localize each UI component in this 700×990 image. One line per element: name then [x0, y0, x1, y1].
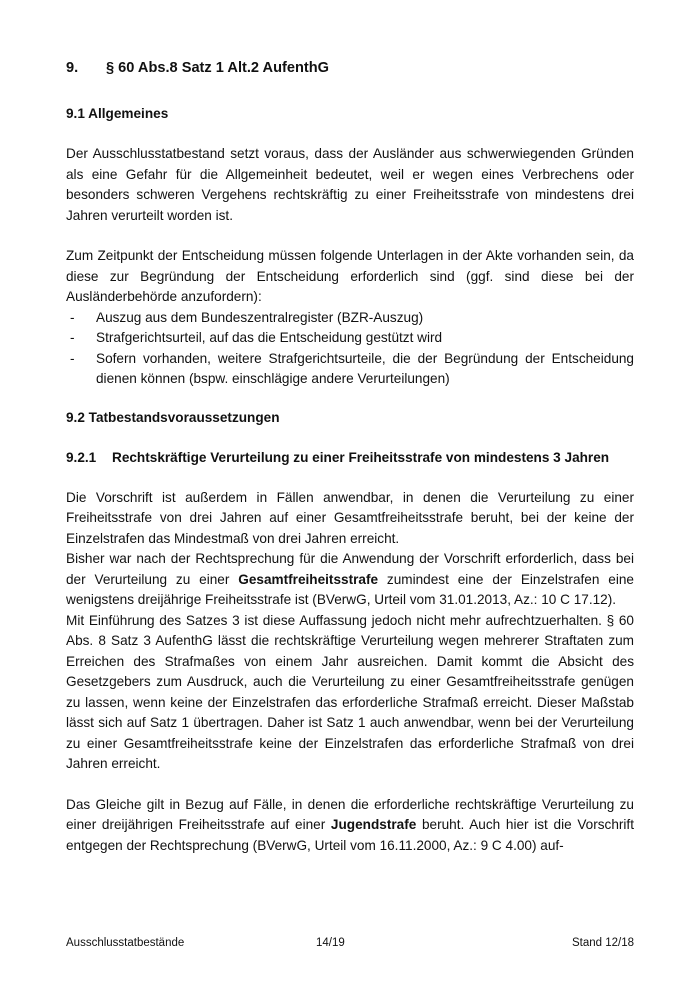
- footer-page-number: 14/19: [316, 937, 345, 949]
- footer-version: Stand 12/18: [571, 937, 634, 949]
- emphasis-gesamtfreiheitsstrafe: Gesamtfreiheitsstrafe: [238, 571, 379, 587]
- footer-title: Ausschlusstatbestände: [66, 937, 185, 949]
- section-9-1-heading: 9.1 Allgemeines: [66, 106, 169, 121]
- list-item-text: Sofern vorhanden, weitere Strafgerichtsurteile, die der Begründung der Entscheidung dienen können (bspw. einschlägige andere Verurteilungen): [96, 350, 634, 386]
- chapter-title: § 60 Abs.8 Satz 1 Alt.2 AufenthG: [106, 60, 330, 76]
- list-dash: -: [70, 330, 75, 345]
- chapter-number: 9.: [66, 60, 79, 76]
- list-dash: -: [70, 309, 75, 325]
- section-9-2-heading: 9.2 Tatbestandsvoraussetzungen: [66, 409, 280, 425]
- list-item: [66, 308, 634, 329]
- list-dash: -: [70, 350, 75, 366]
- section-9-2-1-paragraph-1: Die Vorschrift ist außerdem in Fällen anwendbar, in denen die Verurteilung zu einer Freiheitsstrafe von drei Jahren auf einer Gesamtfreiheitsstrafe beruht, bei der keine der Einzelstrafen das Mindestmaß von drei Jahren erreicht.: [66, 489, 634, 546]
- page-content: [66, 58, 634, 856]
- section-9-1-paragraph-1: Der Ausschlusstatbestand setzt voraus, dass der Ausländer aus schwerwiegenden Gründen als eine Gefahr für die Allgemeinheit bedeutet, weil er wegen eines Verbrechens oder besonders schweren Vergehens rechtskräftig zu einer Freiheitsstrafe von mindestens drei Jahren verurteilt worden ist.: [66, 146, 634, 223]
- list-item-text: Auszug aus dem Bundeszentralregister (BZR-Auszug): [96, 309, 424, 325]
- list-item: [66, 349, 634, 390]
- section-9-2-1-heading: [66, 448, 634, 468]
- section-9-2-1-title: Rechtskräftige Verurteilung zu einer Freiheitsstrafe von mindestens 3 Jahren: [112, 449, 610, 465]
- list-item: [66, 328, 634, 349]
- section-9-2-1-paragraph-4: Das Gleiche gilt in Bezug auf Fälle, in denen die erforderliche rechtskräftige Verurteilung zu einer dreijährigen Freiheitsstrafe auf einer Jugendstrafe beruht. Auch hier ist die Vorschrift entgegen der Rechtsprechung (BVerwG, Urteil vom 16.11.2000, Az.: 9 C 4.00) auf-: [66, 796, 634, 853]
- documents-list: [66, 308, 634, 390]
- section-9-2-1-paragraph-3: Mit Einführung des Satzes 3 ist diese Auffassung jedoch nicht mehr aufrechtzuerhalten. § 60 Abs. 8 Satz 3 AufenthG lässt die rechtskräftige Verurteilung wegen mehrerer Straftaten zum Erreichen des Strafmaßes von einem Jahr ausreichen. Damit kommt die Absicht des Gesetzgebers zum Ausdruck, auch die Verurteilung zu einer Gesamtfreiheitsstrafe genügen zu lassen, wenn keine der Einzelstrafen das erforderliche Strafmaß erreicht. Dieser Maßstab lässt sich auf Satz 1 übertragen. Daher ist Satz 1 auch anwendbar, wenn bei der Verurteilung zu einer Gesamtfreiheitsstrafe keine der Einzelstrafen das erforderliche Strafmaß von drei Jahren erreicht.: [66, 612, 634, 771]
- section-9-1-paragraph-2: Zum Zeitpunkt der Entscheidung müssen folgende Unterlagen in der Akte vorhanden sein, da diese zur Begründung der Entscheidung erforderlich sind (ggf. sind diese bei der Ausländerbehörde anzufordern):: [66, 248, 634, 304]
- section-9-2-1-number: 9.2.1: [66, 449, 97, 465]
- chapter-heading: [66, 58, 634, 78]
- list-item-text: Strafgerichtsurteil, auf das die Entscheidung gestützt wird: [96, 330, 443, 345]
- section-9-2-1-paragraph-2: Bisher war nach der Rechtsprechung für die Anwendung der Vorschrift erforderlich, dass bei der Verurteilung zu einer Gesamtfreiheitsstrafe zumindest eine der Einzelstrafen eine wenigstens dreijährige Freiheitsstrafe ist (BVerwG, Urteil vom 31.01.2013, Az.: 10 C 17.12).: [66, 551, 634, 607]
- emphasis-jugendstrafe: Jugendstrafe: [330, 817, 417, 832]
